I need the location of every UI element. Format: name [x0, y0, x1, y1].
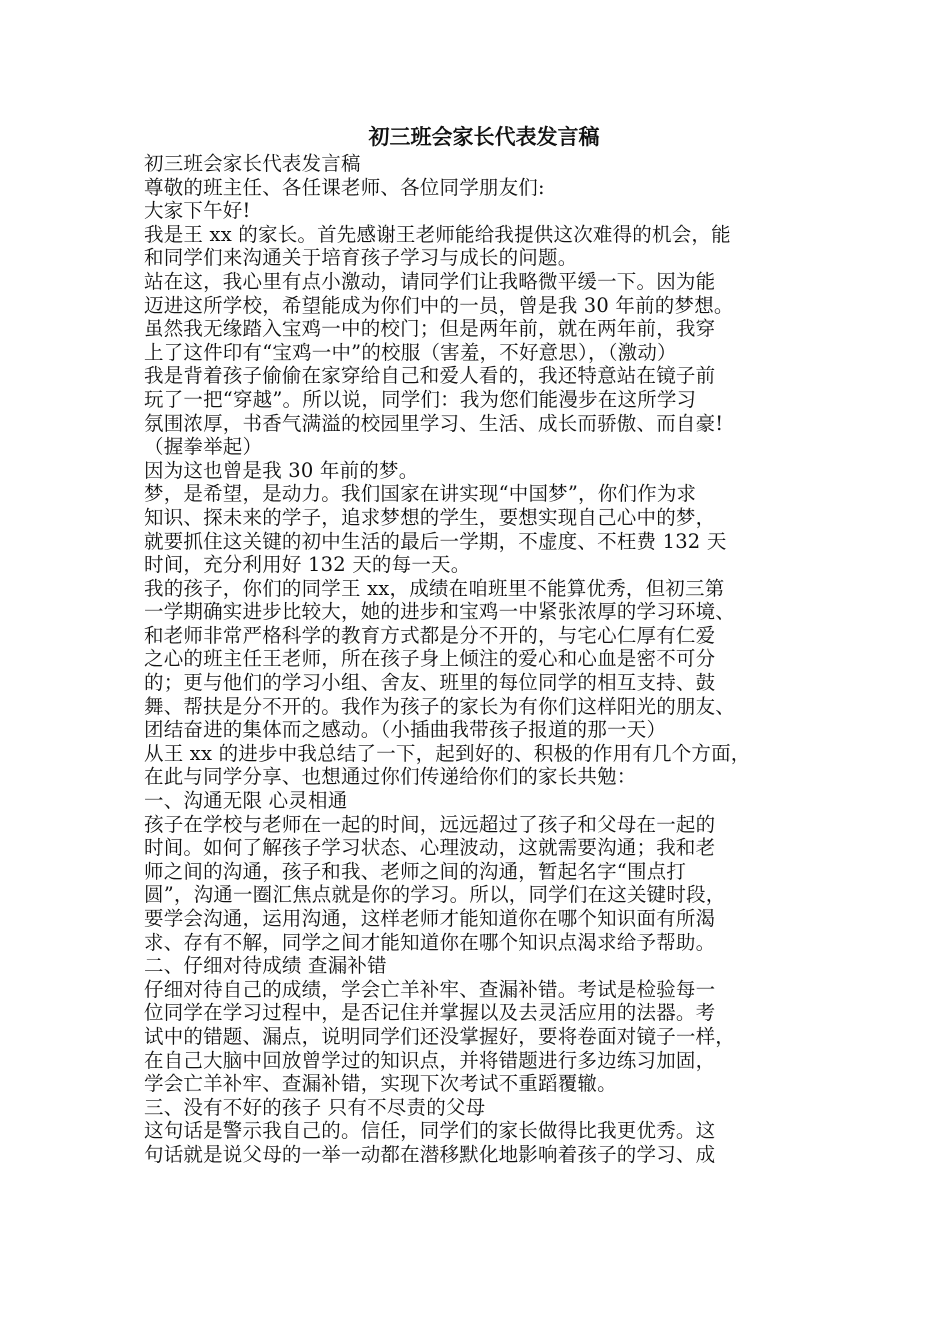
body-line: 知识、探未来的学子，追求梦想的学生，要想实现自己心中的梦，: [144, 505, 716, 529]
body-line: 在此与同学分享、也想通过你们传递给你们的家长共勉：: [144, 765, 637, 789]
body-line: 玩了一把“穿越”。所以说，同学们：我为您们能漫步在这所学习: [144, 387, 697, 411]
body-line: 一学期确实进步比较大，她的进步和宝鸡一中紧张浓厚的学习环境、: [144, 600, 736, 624]
body-line: 迈进这所学校，希望能成为你们中的一员，曾是我 30 年前的梦想。: [144, 293, 734, 317]
body-line: 虽然我无缘踏入宝鸡一中的校门；但是两年前，就在两年前，我穿: [144, 317, 716, 341]
body-line: 和老师非常严格科学的教育方式都是分不开的，与宅心仁厚有仁爱: [144, 623, 716, 647]
body-line: 时间。如何了解孩子学习状态、心理波动，这就需要沟通；我和老: [144, 836, 716, 860]
body-line: 我是背着孩子偷偷在家穿给自己和爱人看的，我还特意站在镜子前: [144, 364, 716, 388]
body-line: 之心的班主任王老师，所在孩子身上倾注的爱心和心血是密不可分: [144, 647, 716, 671]
body-line: 在自己大脑中回放曾学过的知识点，并将错题进行多边练习加固，: [144, 1048, 716, 1072]
body-line: 就要抓住这关键的初中生活的最后一学期，不虚度、不枉费 132 天: [144, 529, 727, 553]
body-line: （握拳举起）: [144, 435, 263, 459]
body-line: 和同学们来沟通关于培育孩子学习与成长的问题。: [144, 246, 578, 270]
body-line: 孩子在学校与老师在一起的时间，远远超过了孩子和父母在一起的: [144, 812, 716, 836]
body-line: 上了这件印有“宝鸡一中”的校服（害羞，不好意思），（激动）: [144, 340, 677, 364]
body-line: 圆”，沟通一圈汇焦点就是你的学习。所以，同学们在这关键时段，: [144, 883, 726, 907]
body-line: 我是王 xx 的家长。首先感谢王老师能给我提供这次难得的机会，能: [144, 222, 731, 246]
document-body: [144, 152, 814, 1167]
body-line: 站在这，我心里有点小激动，请同学们让我略微平缓一下。因为能: [144, 269, 716, 293]
body-line: 的；更与他们的学习小组、舍友、班里的每位同学的相互支持、鼓: [144, 671, 716, 695]
body-line: 舞、帮扶是分不开的。我作为孩子的家长为有你们这样阳光的朋友、: [144, 694, 736, 718]
body-line: 位同学在学习过程中，是否记住并掌握以及去灵活应用的法器。考: [144, 1001, 716, 1025]
body-line: 师之间的沟通，孩子和我、老师之间的沟通，暂起名字“围点打: [144, 859, 687, 883]
body-line: 一、沟通无限 心灵相通: [144, 789, 348, 813]
body-line: 大家下午好!: [144, 199, 251, 223]
document-title: 初三班会家长代表发言稿: [368, 124, 600, 149]
document-page: [144, 122, 814, 1167]
body-line: 从王 xx 的进步中我总结了一下，起到好的、积极的作用有几个方面，: [144, 741, 751, 765]
body-line: 梦，是希望，是动力。我们国家在讲实现“中国梦”，你们作为求: [144, 482, 697, 506]
body-line: 时间，充分利用好 132 天的每一天。: [144, 553, 471, 577]
body-line: 句话就是说父母的一举一动都在潜移默化地影响着孩子的学习、成: [144, 1142, 716, 1166]
body-line: 氛围浓厚，书香气满溢的校园里学习、生活、成长而骄傲、而自豪!: [144, 411, 724, 435]
body-line: 仔细对待自己的成绩，学会亡羊补牢、查漏补错。考试是检验每一: [144, 977, 716, 1001]
body-line: 我的孩子，你们的同学王 xx，成绩在咱班里不能算优秀，但初三第: [144, 576, 725, 600]
body-line: 初三班会家长代表发言稿: [144, 152, 361, 175]
body-line: 要学会沟通，运用沟通，这样老师才能知道你在哪个知识面有所渴: [144, 907, 716, 930]
body-line: 试中的错题、漏点，说明同学们还没掌握好，要将卷面对镜子一样，: [144, 1024, 736, 1048]
body-line: 这句话是警示我自己的。信任，同学们的家长做得比我更优秀。这: [144, 1119, 716, 1143]
body-line: 因为这也曾是我 30 年前的梦。: [144, 458, 419, 482]
body-line: 尊敬的班主任、各任课老师、各位同学朋友们:: [144, 175, 545, 199]
body-line: 求、存有不解，同学之间才能知道你在哪个知识点渴求给予帮助。: [144, 930, 716, 954]
body-line: 学会亡羊补牢、查漏补错，实现下次考试不重蹈覆辙。: [144, 1072, 617, 1096]
body-line: 三、没有不好的孩子 只有不尽责的父母: [144, 1095, 486, 1119]
body-line: 团结奋进的集体而之感动。（小插曲我带孩子报道的那一天）: [144, 718, 667, 742]
body-line: 二、仔细对待成绩 查漏补错: [144, 954, 387, 978]
